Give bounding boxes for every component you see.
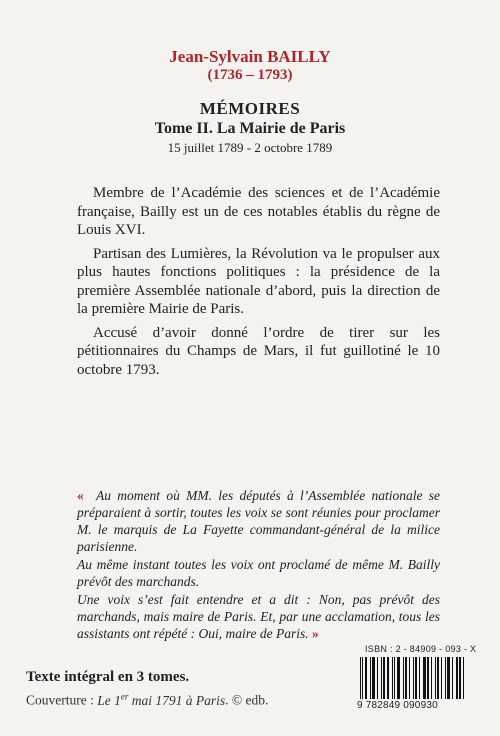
- header: [0, 47, 500, 156]
- author-dates: (1736 – 1793): [207, 67, 293, 83]
- barcode-bar: [394, 657, 395, 699]
- book-title: MÉMOIRES: [199, 99, 301, 118]
- quote-paragraph-2: Au même instant toutes les voix ont proclamé de même M. Bailly prévôt des marchands.: [77, 557, 440, 589]
- description-paragraph-3: Accusé d’avoir donné l’ordre de tirer sur les pétitionnaires du Champs de Mars, il fut guillotiné le 10 octobre 1793.: [77, 324, 440, 378]
- barcode-bar: [419, 657, 420, 699]
- barcode-bar: [435, 657, 436, 699]
- barcode-bar: [413, 657, 414, 699]
- barcode-bar: [447, 657, 450, 699]
- barcode-bar: [365, 657, 367, 699]
- barcode-bar: [437, 657, 439, 699]
- barcode-bar: [381, 657, 382, 699]
- cover-prefix: Couverture :: [26, 692, 98, 708]
- barcode-bar: [387, 657, 389, 699]
- cover-title: Le 1er mai 1791 à Paris: [97, 691, 226, 708]
- barcode-bar: [459, 657, 461, 699]
- edition-note: Texte intégral en 3 tomes.: [26, 669, 190, 685]
- book-subtitle: Tome II. La Mairie de Paris: [154, 120, 346, 137]
- cover-suffix: . © edb.: [225, 692, 269, 708]
- barcode-bar: [377, 657, 378, 699]
- barcode-bar: [441, 657, 442, 699]
- barcode-bar: [409, 657, 410, 699]
- barcode-bar: [445, 657, 446, 699]
- barcode-bar: [427, 657, 429, 699]
- barcode-bar: [463, 657, 464, 699]
- quote-text-3: Une voix s’est fait entendre et a dit : Non, pas prévôt des marchands, mais maire de Paris. Et, par une acclamation, tous les assistants ont répété : Oui, maire de Paris.: [77, 592, 440, 641]
- barcode-bar: [383, 657, 385, 699]
- description-paragraph-2: Partisan des Lumières, la Révolution va le propulser aux plus hautes fonctions politiques : la présidence de la première Assemblée nationale d’abord, puis la direction de la première Mairie de Paris.: [77, 245, 440, 317]
- barcode-bar: [392, 657, 393, 699]
- barcode-bar: [362, 657, 363, 699]
- description: [77, 184, 440, 384]
- quote-paragraph-1: [77, 487, 440, 555]
- barcode-bar: [405, 657, 407, 699]
- barcode-bar: [372, 657, 375, 699]
- isbn-label: ISBN : 2 - 84909 - 093 - X: [365, 644, 477, 654]
- barcode: [360, 657, 470, 699]
- barcode-bar: [456, 657, 458, 699]
- quote-close-mark: »: [311, 626, 319, 641]
- author-name: Jean-Sylvain BAILLY: [169, 47, 331, 66]
- cover-credit: [26, 691, 268, 709]
- quotation: [77, 487, 440, 643]
- quote-text-1: Au moment où MM. les députés à l’Assemblée nationale se préparaient à sortir, toutes les voix se sont réunies pour proclamer M. le marquis de La Fayette commandant-général de la milice parisienne.: [77, 488, 440, 554]
- barcode-bar: [397, 657, 400, 699]
- barcode-bar: [370, 657, 371, 699]
- barcode-bar: [423, 657, 426, 699]
- barcode-bar: [431, 657, 432, 699]
- barcode-number: 9 782849 090930: [357, 700, 438, 711]
- barcode-bar: [403, 657, 404, 699]
- barcode-bar: [360, 657, 361, 699]
- barcode-bar: [415, 657, 417, 699]
- barcode-bar: [452, 657, 453, 699]
- description-paragraph-1: Membre de l’Académie des sciences et de l’Académie française, Bailly est un de ces notables établis du règne de Louis XVI.: [77, 185, 440, 238]
- book-period: 15 juillet 1789 - 2 octobre 1789: [167, 140, 333, 155]
- quote-paragraph-3: [77, 591, 440, 642]
- quote-open-mark: «: [77, 488, 84, 503]
